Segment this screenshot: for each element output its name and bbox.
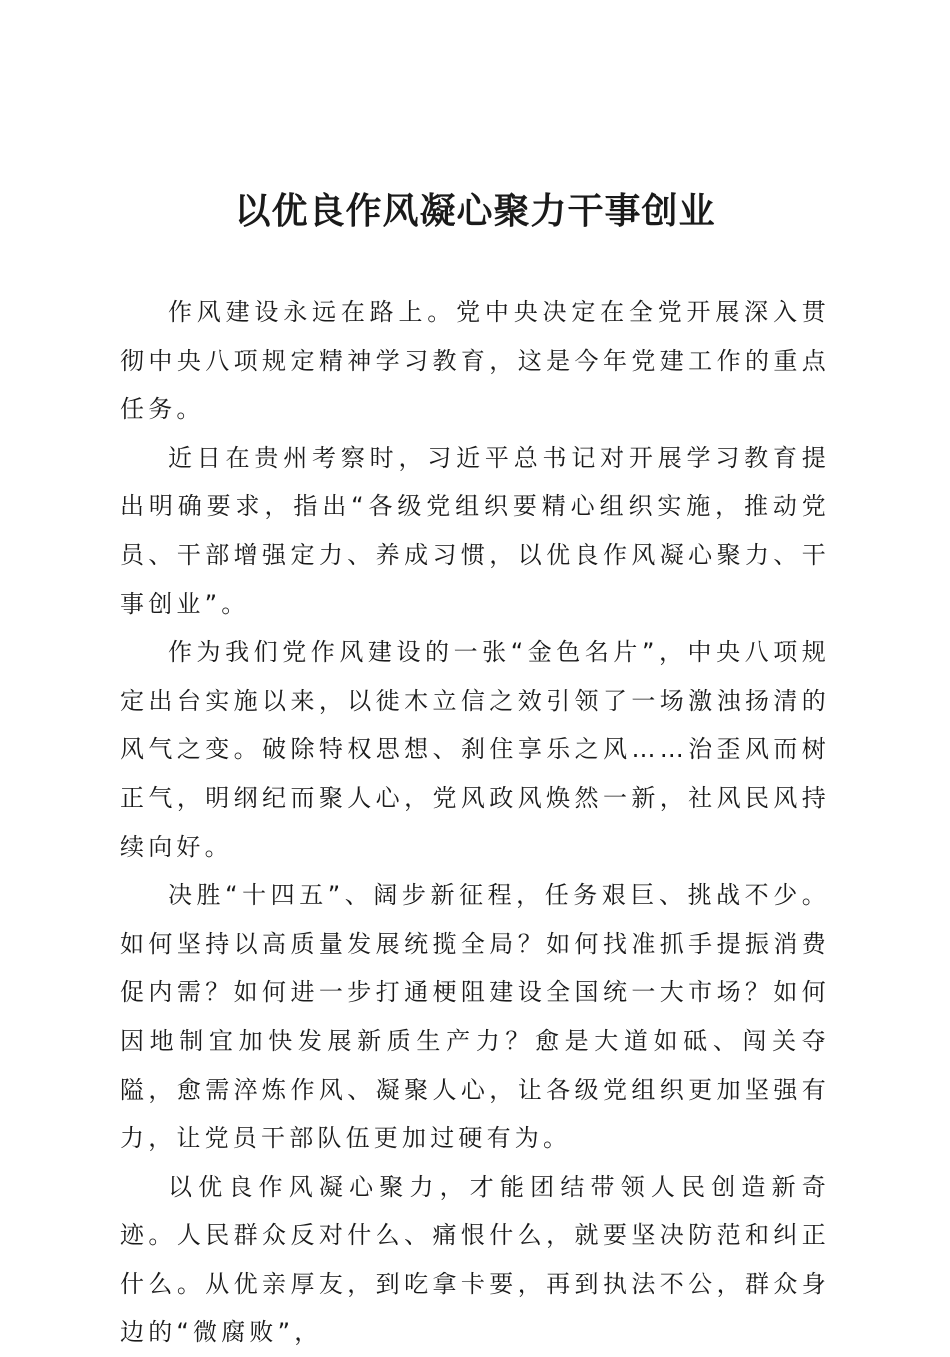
article-body — [120, 288, 830, 1357]
paragraph-1: 作风建设永远在路上。党中央决定在全党开展深入贯彻中央八项规定精神学习教育，这是今年党建工作的重点任务。 — [120, 298, 830, 424]
paragraph-2: 近日在贵州考察时，习近平总书记对开展学习教育提出明确要求，指出“各级党组织要精心组织实施，推动党员、干部增强定力、养成习惯，以优良作风凝心聚力、干事创业”。 — [120, 443, 830, 618]
paragraph-4: 决胜“十四五”、阔步新征程，任务艰巨、挑战不少。如何坚持以高质量发展统揽全局？如何找准抓手提振消费促内需？如何进一步打通梗阻建设全国统一大市场？如何因地制宜加快发展新质生产力？愈是大道如砥、闯关夺隘，愈需淬炼作风、凝聚人心，让各级党组织更加坚强有力，让党员干部队伍更加过硬有为。 — [120, 881, 830, 1153]
paragraph-3: 作为我们党作风建设的一张“金色名片”，中央八项规定出台实施以来，以徙木立信之效引领了一场激浊扬清的风气之变。破除特权思想、刹住享乐之风……治歪风而树正气，明纲纪而聚人心，党风政风焕然一新，社风民风持续向好。 — [120, 638, 830, 861]
paragraph-5: 以优良作风凝心聚力，才能团结带领人民创造新奇迹。人民群众反对什么、痛恨什么，就要坚决防范和纠正什么。从优亲厚友，到吃拿卡要，再到执法不公，群众身边的“微腐败”， — [120, 1172, 830, 1347]
article-title: 以优良作风凝心聚力干事创业 — [234, 190, 716, 232]
